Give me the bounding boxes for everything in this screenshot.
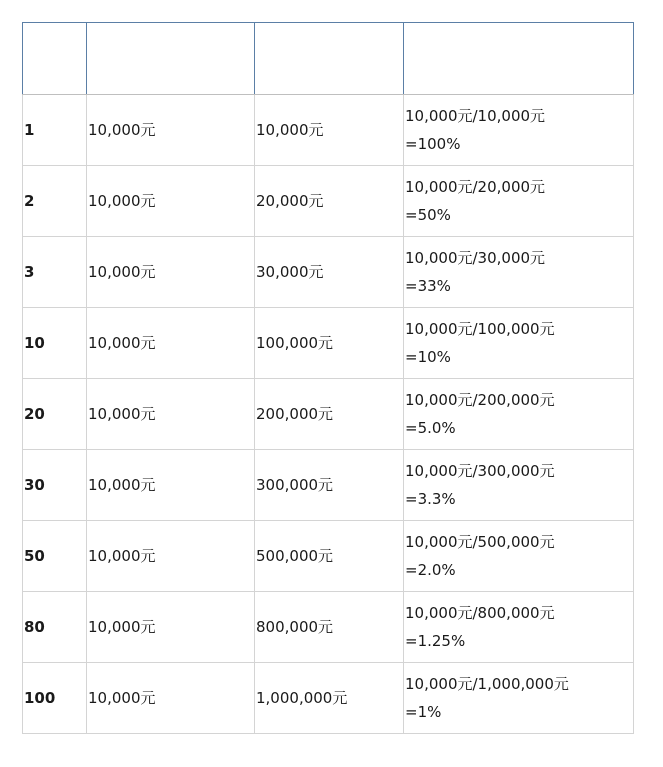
ratio-formula: 10,000元/10,000元 <box>405 107 546 125</box>
table-row <box>23 450 634 521</box>
ratio-formula: 10,000元/30,000元 <box>405 249 546 267</box>
header-row <box>23 23 634 95</box>
total-cell: 10,000元 <box>255 95 404 166</box>
ratio-cell <box>404 237 634 308</box>
header-cell-1 <box>23 23 87 95</box>
amount-cell: 10,000元 <box>87 379 255 450</box>
amount-cell: 10,000元 <box>87 308 255 379</box>
total-cell: 500,000元 <box>255 521 404 592</box>
ratio-cell <box>404 592 634 663</box>
ratio-result: =1.25% <box>405 632 466 650</box>
amount-cell: 10,000元 <box>87 663 255 734</box>
row-number-cell: 1 <box>23 95 87 166</box>
total-cell: 1,000,000元 <box>255 663 404 734</box>
total-cell: 20,000元 <box>255 166 404 237</box>
ratio-cell <box>404 166 634 237</box>
table-row <box>23 166 634 237</box>
ratio-formula: 10,000元/1,000,000元 <box>405 675 569 693</box>
ratio-cell <box>404 95 634 166</box>
total-cell: 30,000元 <box>255 237 404 308</box>
ratio-formula: 10,000元/500,000元 <box>405 533 555 551</box>
table-row <box>23 308 634 379</box>
ratio-result: =5.0% <box>405 419 456 437</box>
row-number-cell: 20 <box>23 379 87 450</box>
amount-cell: 10,000元 <box>87 95 255 166</box>
table-row <box>23 592 634 663</box>
ratio-formula: 10,000元/20,000元 <box>405 178 546 196</box>
ratio-cell <box>404 450 634 521</box>
table-row <box>23 95 634 166</box>
amount-cell: 10,000元 <box>87 166 255 237</box>
ratio-formula: 10,000元/200,000元 <box>405 391 555 409</box>
amount-cell: 10,000元 <box>87 592 255 663</box>
ratio-cell <box>404 521 634 592</box>
table-row <box>23 379 634 450</box>
ratio-formula: 10,000元/100,000元 <box>405 320 555 338</box>
ratio-formula: 10,000元/800,000元 <box>405 604 555 622</box>
ratio-formula: 10,000元/300,000元 <box>405 462 555 480</box>
amount-cell: 10,000元 <box>87 237 255 308</box>
ratio-result: =33% <box>405 277 451 295</box>
amount-cell: 10,000元 <box>87 450 255 521</box>
row-number-cell: 2 <box>23 166 87 237</box>
ratio-result: =2.0% <box>405 561 456 579</box>
table-body <box>23 95 634 734</box>
ratio-result: =100% <box>405 135 461 153</box>
row-number-cell: 100 <box>23 663 87 734</box>
ratio-cell <box>404 308 634 379</box>
header-cell-4 <box>404 23 634 95</box>
total-cell: 300,000元 <box>255 450 404 521</box>
row-number-cell: 80 <box>23 592 87 663</box>
row-number-cell: 10 <box>23 308 87 379</box>
row-number-cell: 3 <box>23 237 87 308</box>
total-cell: 100,000元 <box>255 308 404 379</box>
header-cell-2 <box>87 23 255 95</box>
table-row <box>23 663 634 734</box>
table-row <box>23 237 634 308</box>
total-cell: 200,000元 <box>255 379 404 450</box>
ratio-result: =1% <box>405 703 442 721</box>
ratio-result: =10% <box>405 348 451 366</box>
row-number-cell: 30 <box>23 450 87 521</box>
row-number-cell: 50 <box>23 521 87 592</box>
total-cell: 800,000元 <box>255 592 404 663</box>
data-table <box>22 22 634 734</box>
ratio-result: =50% <box>405 206 451 224</box>
table-container <box>22 22 633 734</box>
ratio-result: =3.3% <box>405 490 456 508</box>
ratio-cell <box>404 663 634 734</box>
amount-cell: 10,000元 <box>87 521 255 592</box>
ratio-cell <box>404 379 634 450</box>
header-cell-3 <box>255 23 404 95</box>
table-row <box>23 521 634 592</box>
